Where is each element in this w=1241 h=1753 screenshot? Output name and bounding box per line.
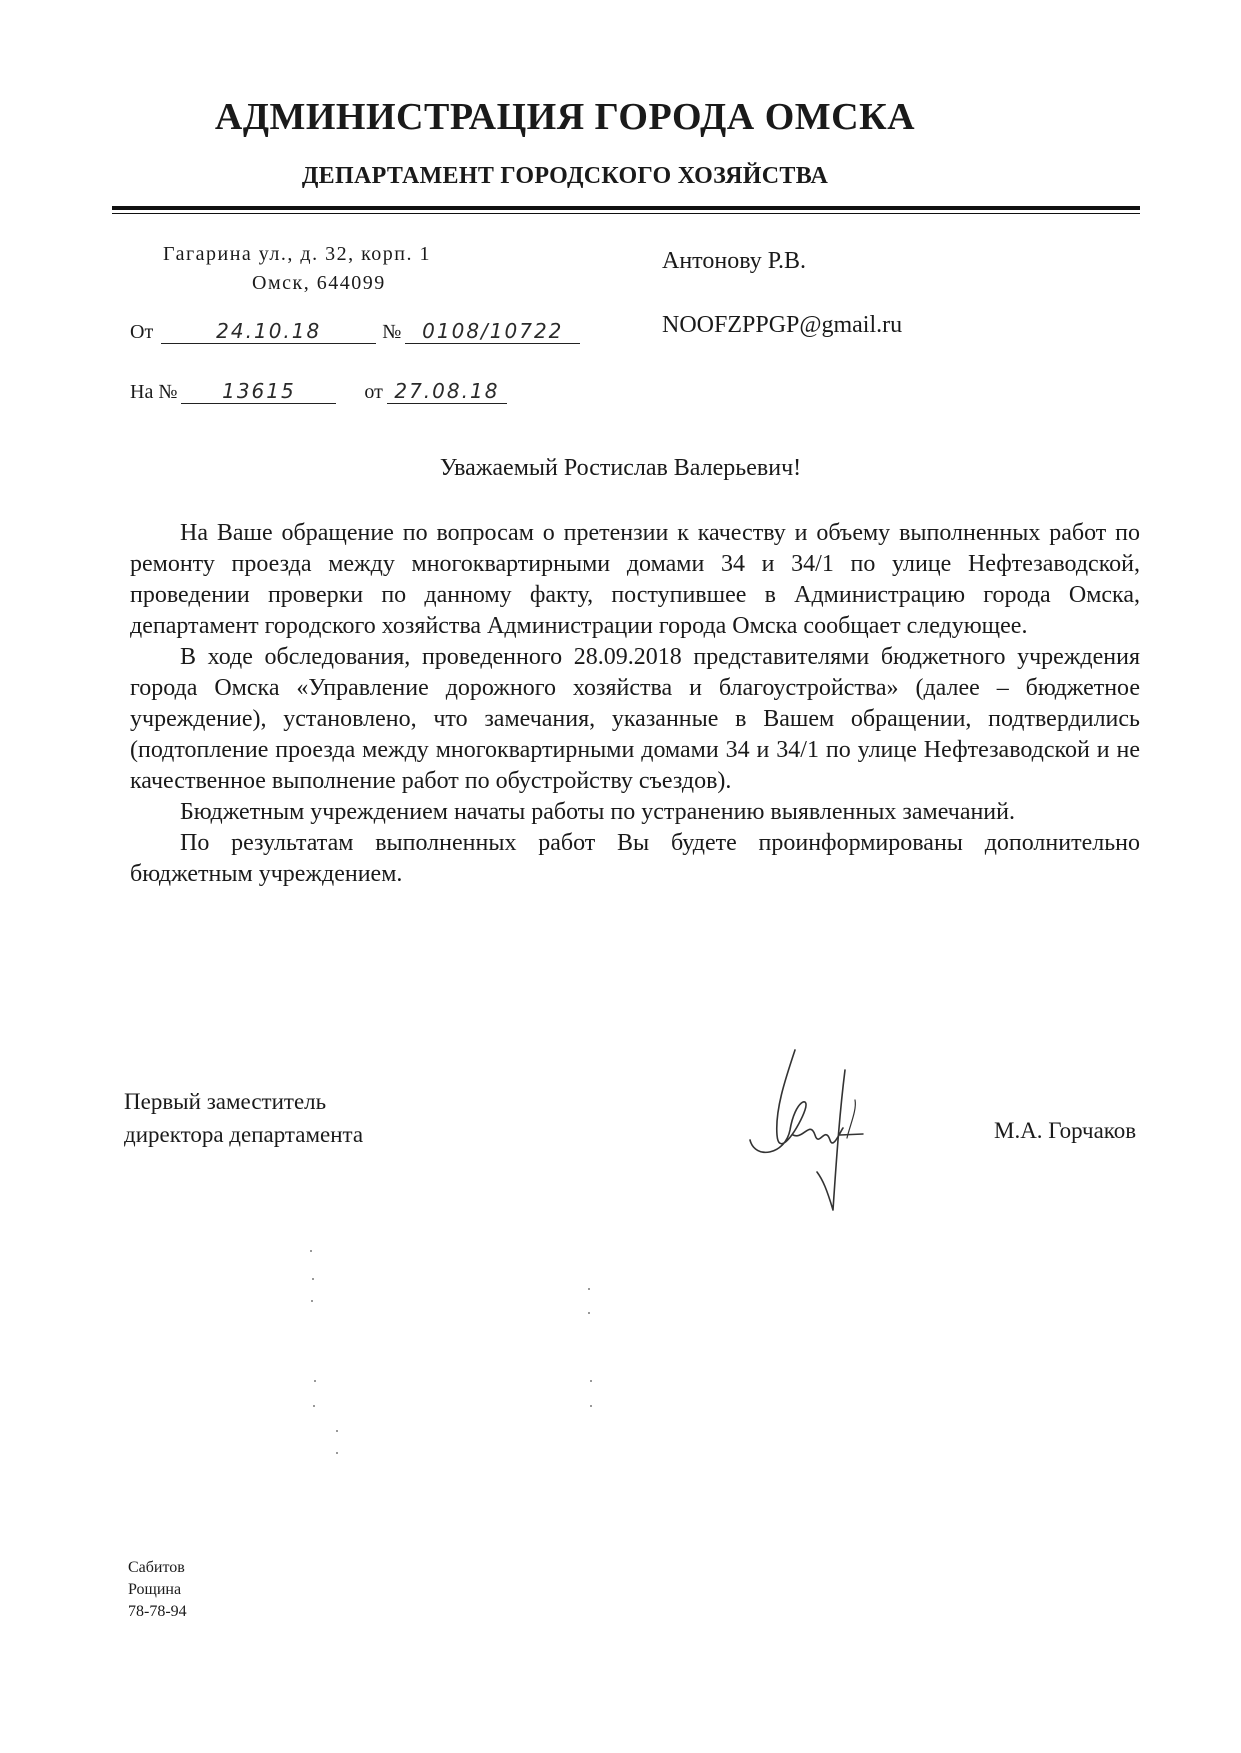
- executors-info: [128, 1557, 187, 1623]
- signatory-position-line2: директора департамента: [124, 1122, 364, 1147]
- executor-name: Рощина: [128, 1581, 182, 1598]
- organization-title: АДМИНИСТРАЦИЯ ГОРОДА ОМСКА: [214, 96, 916, 138]
- body-paragraph: В ходе обследования, проведенного 28.09.2018 представителями бюджетного учреждения города Омска «Управление дорожного хозяйства и благоустройства» (далее – бюджетное учреждение), установлено, что замечания, указанные в Вашем обращении, подтвердились (подтопление проезда между многоквартирными домами 34 и 34/1 по улице Нефтезаводской и не качественное выполнение работ по обустройству съездов).: [130, 644, 1140, 794]
- scan-artifact: [588, 1312, 590, 1314]
- outgoing-number: 0108/10722: [405, 319, 580, 344]
- number-label: №: [382, 321, 402, 343]
- reply-date-label: от: [364, 381, 383, 403]
- handwritten-signature: [745, 1040, 905, 1215]
- scan-artifact: [588, 1288, 590, 1290]
- outgoing-reference: [130, 319, 580, 344]
- scan-artifact: [590, 1405, 592, 1407]
- scan-artifact: [310, 1250, 312, 1252]
- sender-address-line2: Омск, 644099: [252, 272, 386, 294]
- header-rule-thick: [112, 206, 1140, 210]
- outgoing-date: 24.10.18: [161, 319, 376, 344]
- body-paragraph: На Ваше обращение по вопросам о претензии к качеству и объему выполненных работ по ремонту проезда между многоквартирными домами 34 и 34/1 по улице Нефтезаводской, проведении проверки по данному факту, поступившее в Администрацию города Омска, департамент городского хозяйства Администрации города Омска сообщает следующее.: [130, 520, 1140, 639]
- scan-artifact: [311, 1300, 313, 1302]
- department-title: ДЕПАРТАМЕНТ ГОРОДСКОГО ХОЗЯЙСТВА: [301, 163, 829, 189]
- scan-artifact: [590, 1380, 592, 1382]
- signatory-position: [124, 1085, 363, 1151]
- recipient-name: Антонову Р.В.: [662, 248, 807, 274]
- from-label: От: [130, 321, 154, 343]
- recipient-email: NOOFZPPGP@gmail.ru: [662, 312, 903, 338]
- greeting: Уважаемый Ростислав Валерьевич!: [439, 455, 802, 481]
- scan-artifact: [336, 1430, 338, 1432]
- scan-artifact: [313, 1405, 315, 1407]
- reply-date: 27.08.18: [387, 379, 507, 404]
- scan-artifact: [314, 1380, 316, 1382]
- body-paragraph: Бюджетным учреждением начаты работы по устранению выявленных замечаний.: [180, 799, 1015, 825]
- reply-number-label: На №: [130, 381, 178, 403]
- incoming-reference: [130, 379, 507, 404]
- scan-artifact: [336, 1452, 338, 1454]
- signatory-name: М.А. Горчаков: [994, 1118, 1137, 1143]
- body-paragraph: По результатам выполненных работ Вы будете проинформированы дополнительно бюджетным учреждением.: [130, 830, 1140, 887]
- header-rule-thin: [112, 213, 1140, 214]
- letter-body: [130, 518, 1140, 890]
- scan-artifact: [312, 1278, 314, 1280]
- executor-name: Сабитов: [128, 1559, 185, 1576]
- sender-address-line1: Гагарина ул., д. 32, корп. 1: [163, 243, 431, 265]
- signatory-position-line1: Первый заместитель: [124, 1089, 327, 1114]
- executor-phone: 78-78-94: [128, 1603, 187, 1620]
- reply-number: 13615: [181, 379, 336, 404]
